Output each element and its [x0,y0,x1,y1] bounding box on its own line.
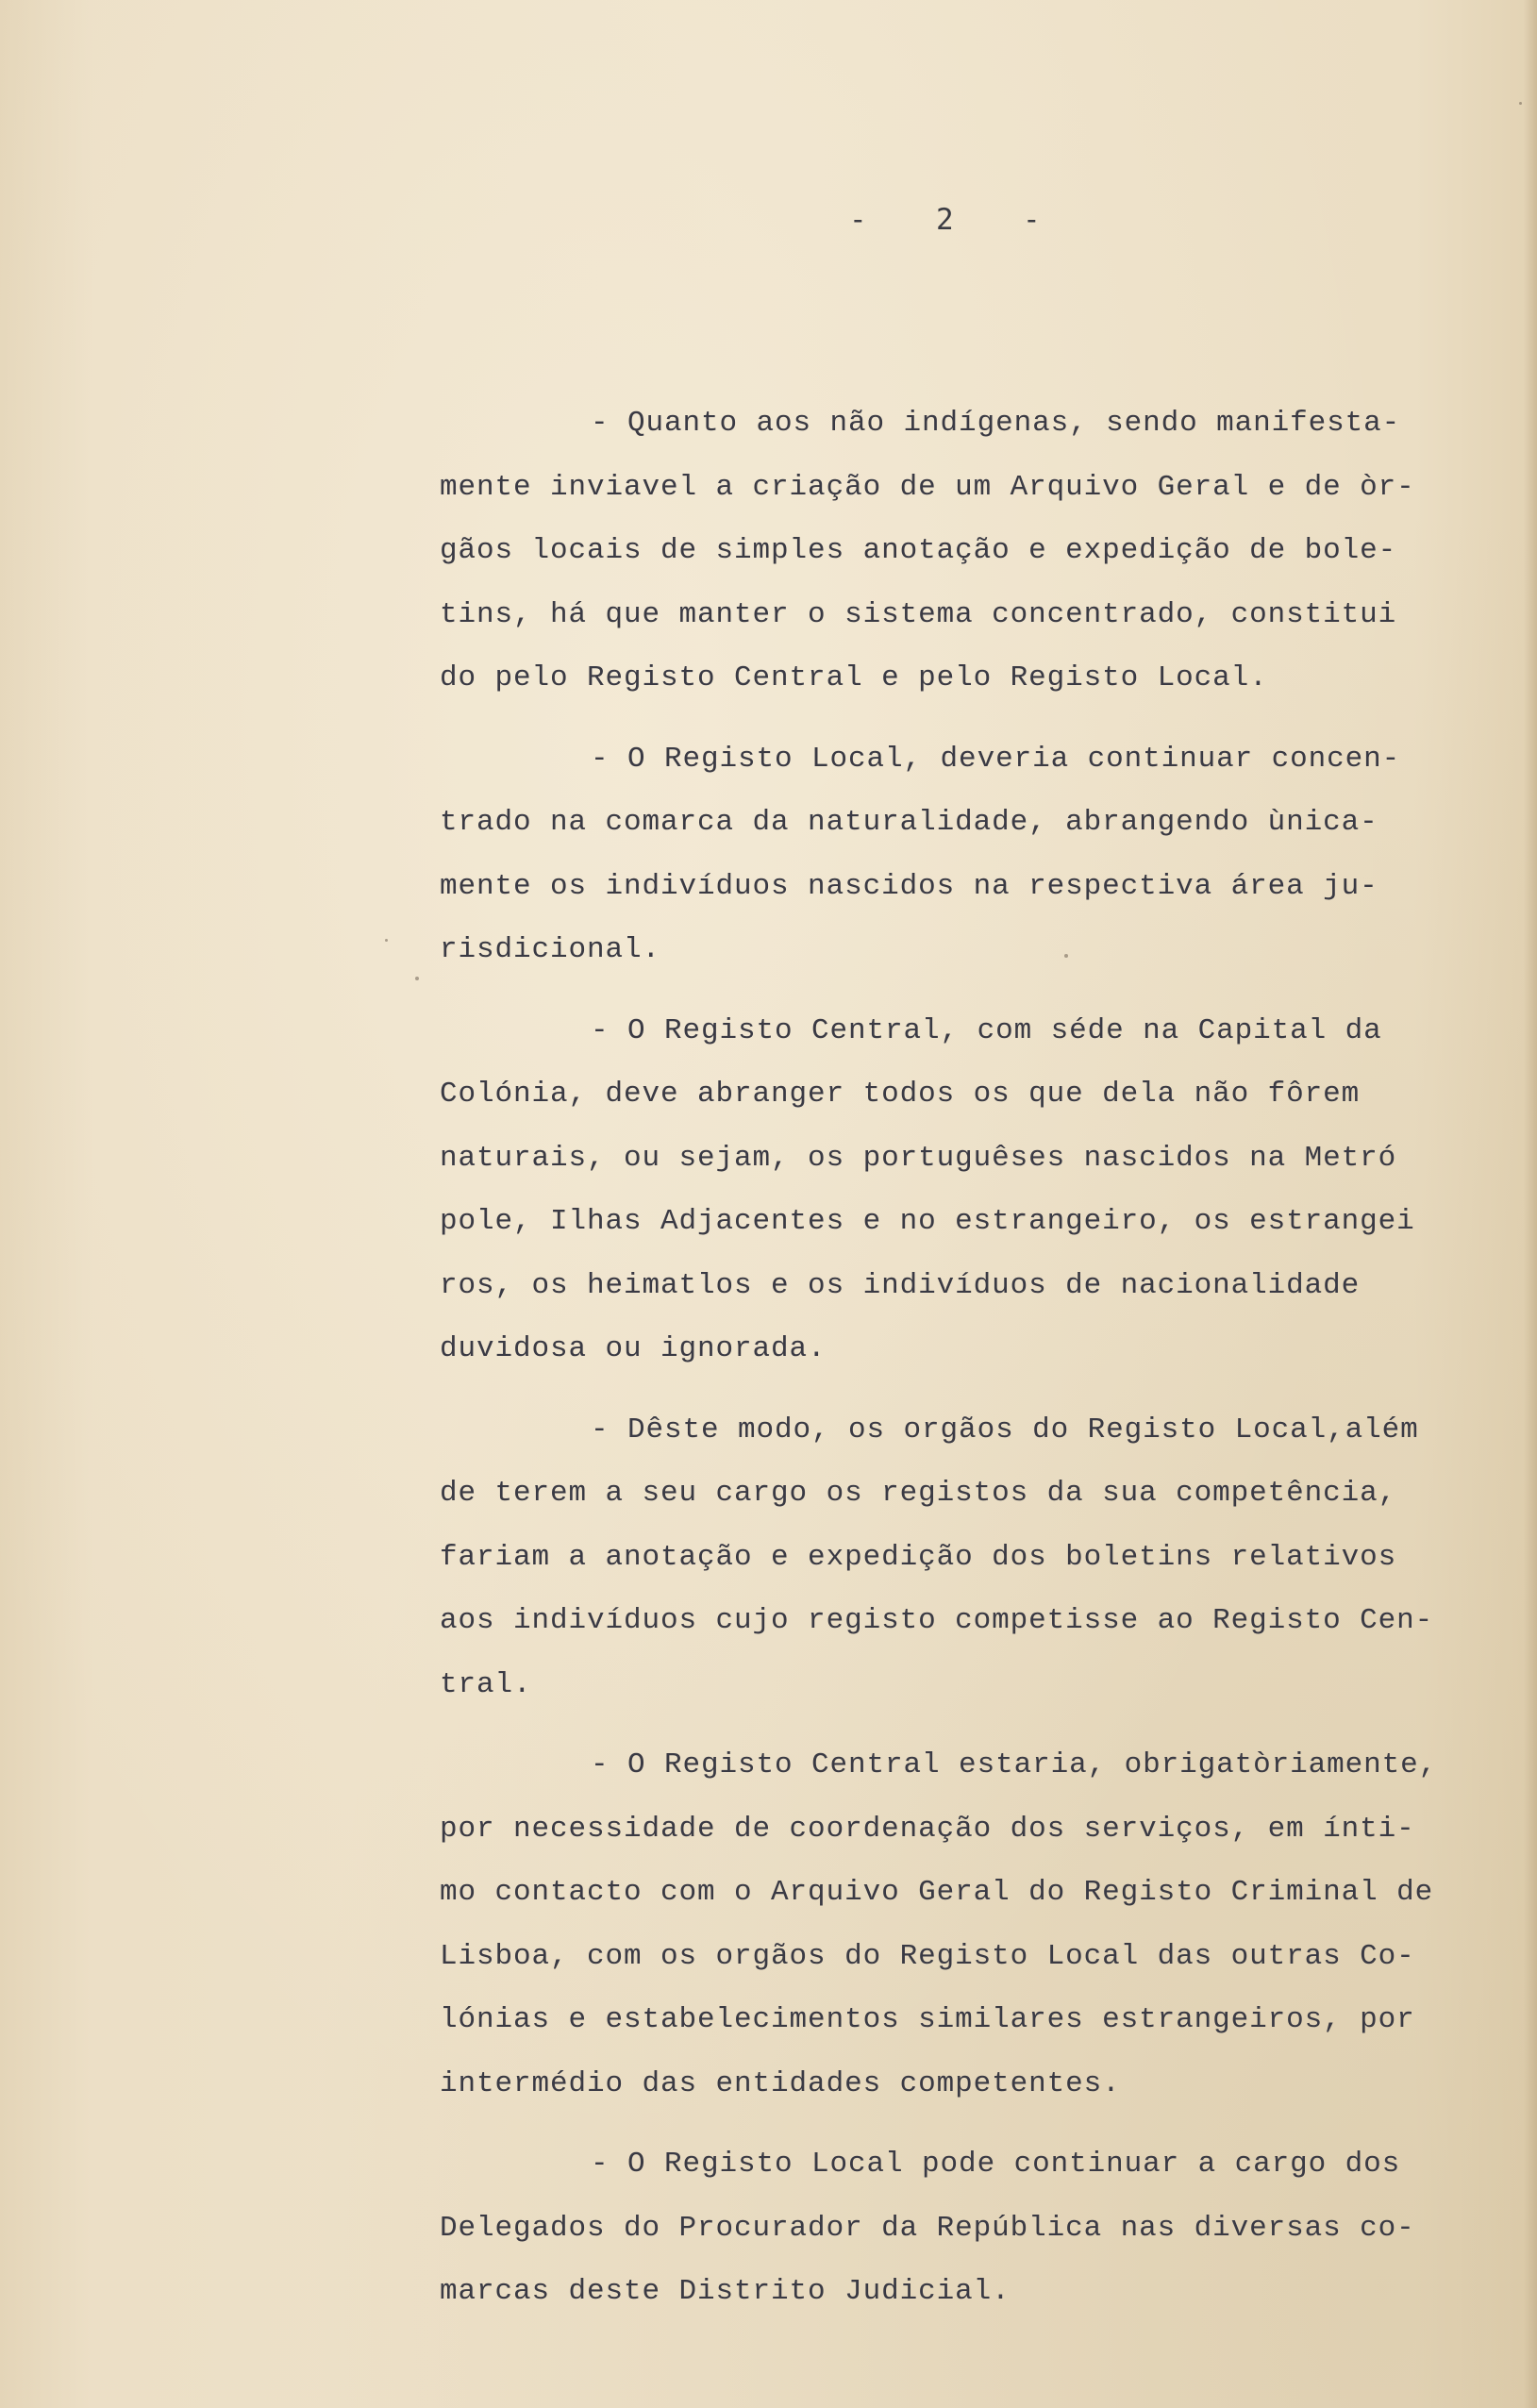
page-number: - 2 - [849,203,1052,237]
paper-edge-shadow [1524,0,1537,2408]
text-line: lónias e estabelecimentos similares estrangeiros, por [440,2003,1415,2036]
text-line: mo contacto com o Arquivo Geral do Registo Criminal de [440,1876,1434,1909]
text-line: intermédio das entidades competentes. [440,2066,1121,2100]
text-line: de terem a seu cargo os registos da sua competência, [440,1477,1397,1510]
text-line: tins, há que manter o sistema concentrado, constitui [440,597,1397,631]
paragraph-5 [440,1733,1459,2115]
paper-speck [1064,954,1068,958]
paragraph-2 [440,727,1459,982]
text-line: - O Registo Central, com séde na Capital da [591,1013,1382,1047]
paper-speck [415,977,419,980]
text-line: Delegados do Procurador da República nas diversas co- [440,2211,1415,2245]
text-line: - Dêste modo, os orgãos do Registo Local,além [591,1413,1419,1446]
document-body [440,392,1459,2341]
text-line: - Quanto aos não indígenas, sendo manifesta- [591,407,1401,440]
text-line: mente inviavel a criação de um Arquivo Geral e de òr- [440,470,1415,504]
text-line: fariam a anotação e expedição dos boletins relativos [440,1540,1397,1574]
text-line: marcas deste Distrito Judicial. [440,2275,1011,2308]
text-line: gãos locais de simples anotação e expedição de bole- [440,534,1397,567]
text-line: tral. [440,1667,532,1701]
text-line: risdicional. [440,933,661,966]
text-line: Lisboa, com os orgãos do Registo Local das outras Co- [440,1939,1415,1973]
text-line: por necessidade de coordenação dos serviços, em ínti- [440,1812,1415,1846]
paragraph-1 [440,392,1459,711]
text-line: aos indivíduos cujo registo competisse ao Registo Cen- [440,1604,1434,1637]
text-line: ros, os heimatlos e os indivíduos de nacionalidade [440,1268,1361,1302]
text-line: - O Registo Local pode continuar a cargo dos [591,2148,1401,2181]
text-line: naturais, ou sejam, os portuguêses nascidos na Metró [440,1141,1397,1175]
paper-speck [1519,102,1522,105]
text-line: duvidosa ou ignorada. [440,1332,827,1365]
text-line: pole, Ilhas Adjacentes e no estrangeiro, os estrangei [440,1205,1415,1238]
text-line: mente os indivíduos nascidos na respectiva área ju- [440,869,1378,903]
text-line: - O Registo Central estaria, obrigatòriamente, [591,1748,1438,1781]
paper-speck [385,939,388,942]
paragraph-3 [440,999,1459,1381]
text-line: do pelo Registo Central e pelo Registo Local. [440,661,1268,694]
text-line: Colónia, deve abranger todos os que dela não fôrem [440,1078,1361,1111]
paragraph-6 [440,2132,1459,2324]
paragraph-4 [440,1398,1459,1717]
text-line: trado na comarca da naturalidade, abrangendo ùnica- [440,806,1378,839]
text-line: - O Registo Local, deveria continuar concen- [591,742,1401,776]
